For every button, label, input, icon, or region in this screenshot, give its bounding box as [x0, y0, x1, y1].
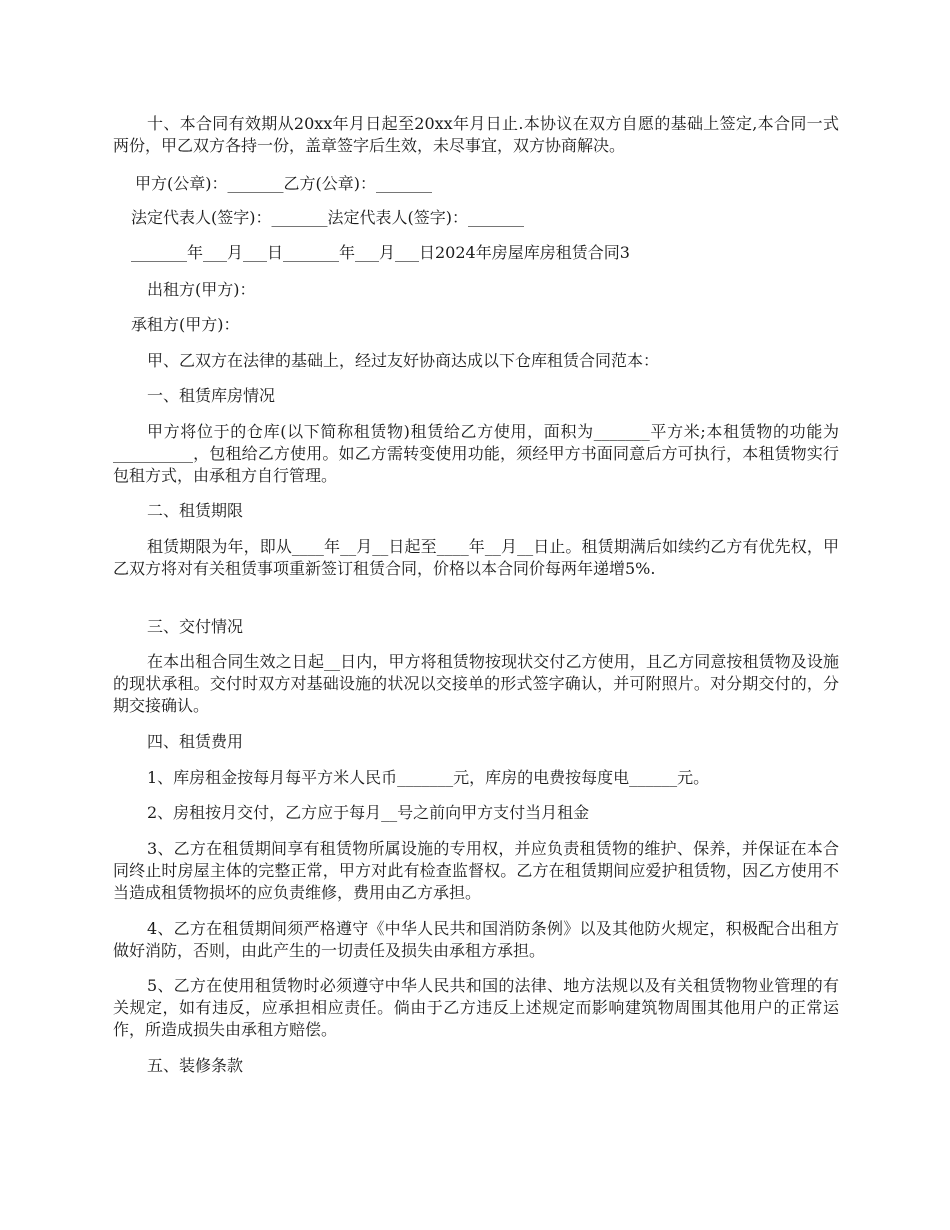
- paragraph-warehouse-details: 甲方将位于的仓库(以下简称租赁物)租赁给乙方使用，面积为_______平方米;本租赁物的功能为__________，包租给乙方使用。如乙方需转变使用功能，须经甲方书面同意后方可执行，本租赁物实行包租方式，由承租方自行管理。: [113, 422, 839, 485]
- paragraph-rent-clause-3: 3、乙方在租赁期间享有租赁物所属设施的专用权，并应负责租赁物的维护、保养，并保证在本合同终止时房屋主体的完整正常，甲方对此有检查监督权。乙方在租赁期间应爱护租赁物，因乙方使用不当造成租赁物损坏的应负责维修，费用由乙方承担。: [113, 839, 839, 902]
- heading-section-4: 四、租赁费用: [147, 732, 244, 751]
- paragraph-delivery: 在本出租合同生效之日起__日内，甲方将租赁物按现状交付乙方使用，且乙方同意按租赁物及设施的现状承租。交付时双方对基础设施的状况以交接单的形式签字确认，并可附照片。对分期交付的，分期交接确认。: [113, 652, 839, 715]
- paragraph-rent-clause-1: 1、库房租金按每月每平方米人民币_______元，库房的电费按每度电______元。: [147, 768, 710, 787]
- heading-section-5: 五、装修条款: [147, 1056, 244, 1075]
- heading-section-3: 三、交付情况: [147, 617, 244, 636]
- paragraph-term-validity: 十、本合同有效期从20xx年月日起至20xx年月日止.本协议在双方自愿的基础上签定,本合同一式两份，甲乙双方各持一份，盖章签字后生效，未尽事宜，双方协商解决。: [113, 114, 839, 155]
- paragraph-rent-clause-2: 2、房租按月交付，乙方应于每月__号之前向甲方支付当月租金: [147, 803, 590, 822]
- paragraph-lease-term: 租赁期限为年，即从____年__月__日起至____年__月__日止。租赁期满后如续约乙方有优先权，甲乙双方将对有关租赁事项重新签订租赁合同，价格以本合同价每两年递增5%.: [113, 537, 839, 578]
- paragraph-lessee: 承租方(甲方)：: [131, 315, 240, 334]
- paragraph-rent-clause-4: 4、乙方在租赁期间须严格遵守《中华人民共和国消防条例》以及其他防火规定，积极配合出租方做好消防，否则，由此产生的一切责任及损失由承租方承担。: [113, 919, 839, 960]
- paragraph-date-title-line: _______年___月___日_______年___月___日2024年房屋库房租赁合同3: [131, 243, 630, 262]
- paragraph-representative-line: 法定代表人(签字)：_______法定代表人(签字)：_______: [131, 208, 524, 227]
- heading-section-2: 二、租赁期限: [147, 501, 244, 520]
- paragraph-seal-line: 甲方(公章)：_______乙方(公章)：_______: [135, 174, 432, 193]
- heading-section-1: 一、租赁库房情况: [147, 386, 276, 405]
- paragraph-rent-clause-5: 5、乙方在使用租赁物时必须遵守中华人民共和国的法律、地方法规以及有关租赁物物业管理的有关规定，如有违反，应承担相应责任。倘由于乙方违反上述规定而影响建筑物周围其他用户的正常运作，所造成损失由承租方赔偿。: [113, 976, 839, 1039]
- paragraph-preamble: 甲、乙双方在法律的基础上，经过友好协商达成以下仓库租赁合同范本：: [147, 351, 660, 370]
- paragraph-lessor: 出租方(甲方)：: [147, 280, 256, 299]
